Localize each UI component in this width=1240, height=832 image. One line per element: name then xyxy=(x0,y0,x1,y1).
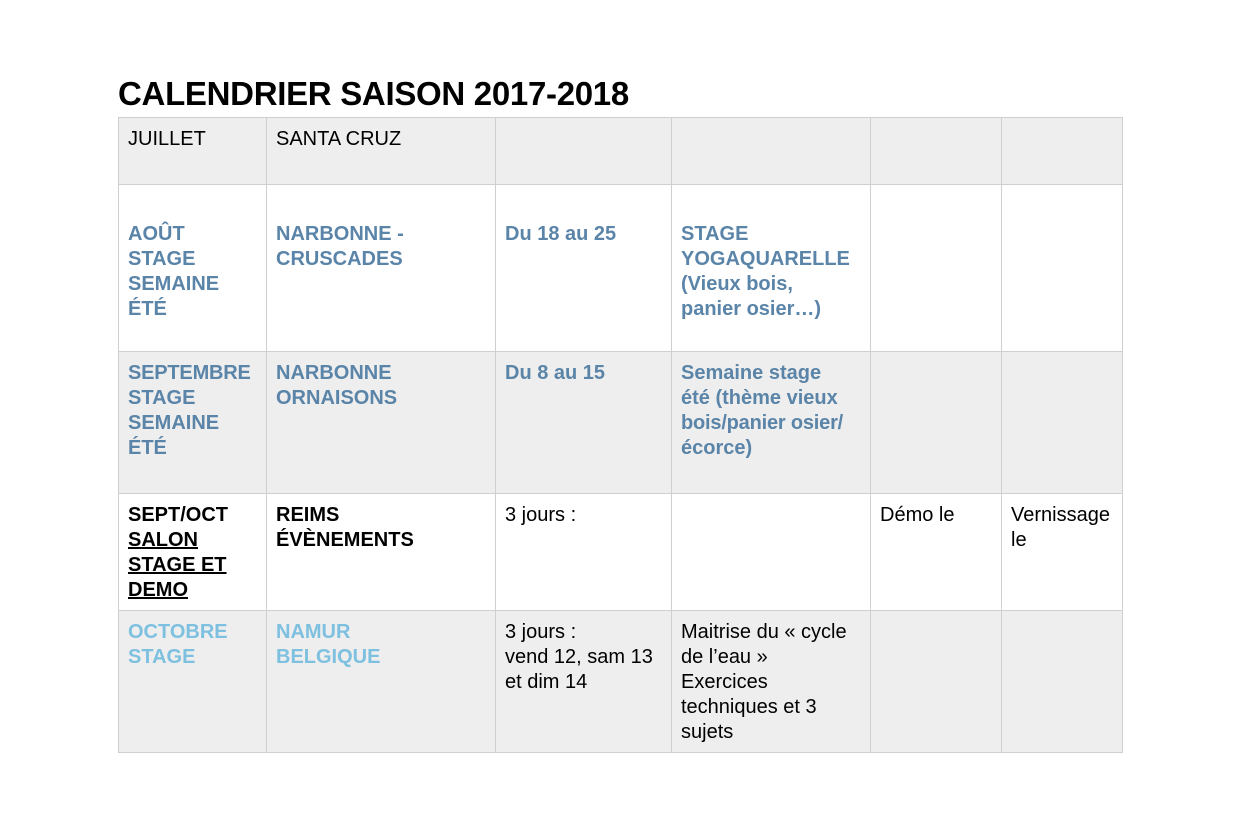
table-row xyxy=(119,494,1123,611)
month-text: AOÛT xyxy=(128,223,185,245)
dates-cell xyxy=(496,185,672,352)
dates-text: et dim 14 xyxy=(505,671,588,693)
table-row xyxy=(119,352,1123,494)
vernissage-cell xyxy=(1002,118,1123,185)
dates-cell xyxy=(496,352,672,494)
description-text: sujets xyxy=(681,721,734,743)
vernissage-text: Vernissage xyxy=(1011,504,1110,526)
month-text: STAGE xyxy=(128,646,196,668)
description-cell xyxy=(672,352,871,494)
place-text: NAMUR xyxy=(276,621,351,643)
dates-cell xyxy=(496,611,672,753)
month-cell xyxy=(119,118,267,185)
description-cell xyxy=(672,494,871,611)
demo-cell xyxy=(871,611,1002,753)
description-text: techniques et 3 xyxy=(681,696,817,718)
dates-text: vend 12, sam 13 xyxy=(505,646,653,668)
season-calendar-table xyxy=(118,117,1123,753)
place-cell xyxy=(267,611,496,753)
place-text: SANTA CRUZ xyxy=(276,128,402,150)
description-text: Semaine stage xyxy=(681,362,822,384)
description-text: été (thème vieux xyxy=(681,387,838,409)
place-text: BELGIQUE xyxy=(276,646,381,668)
description-cell xyxy=(672,611,871,753)
month-text: JUILLET xyxy=(128,128,206,150)
month-text: STAGE ET xyxy=(128,554,227,576)
vernissage-text: le xyxy=(1011,529,1027,551)
month-text: SEMAINE xyxy=(128,412,220,434)
table-row xyxy=(119,611,1123,753)
dates-cell xyxy=(496,118,672,185)
vernissage-cell xyxy=(1002,611,1123,753)
description-text: bois/panier osier/ xyxy=(681,412,844,434)
month-cell xyxy=(119,494,267,611)
month-text: SEPTEMBRE xyxy=(128,362,251,384)
demo-cell xyxy=(871,494,1002,611)
demo-cell xyxy=(871,185,1002,352)
dates-cell xyxy=(496,494,672,611)
place-cell xyxy=(267,352,496,494)
month-text: OCTOBRE xyxy=(128,621,228,643)
place-text: ÉVÈNEMENTS xyxy=(276,529,414,551)
vernissage-cell xyxy=(1002,185,1123,352)
description-cell xyxy=(672,118,871,185)
place-cell xyxy=(267,185,496,352)
demo-cell xyxy=(871,118,1002,185)
month-text: SALON xyxy=(128,529,198,551)
place-text: REIMS xyxy=(276,504,340,526)
description-text: (Vieux bois, xyxy=(681,273,793,295)
dates-text: Du 18 au 25 xyxy=(505,223,617,245)
description-cell xyxy=(672,185,871,352)
month-cell xyxy=(119,352,267,494)
description-text: Maitrise du « cycle xyxy=(681,621,847,643)
dates-text: 3 jours : xyxy=(505,621,577,643)
place-text: NARBONNE xyxy=(276,362,392,384)
description-text: STAGE xyxy=(681,223,749,245)
month-text: ÉTÉ xyxy=(128,437,167,459)
place-cell xyxy=(267,494,496,611)
month-cell xyxy=(119,611,267,753)
month-text: DEMO xyxy=(128,579,188,601)
document-title: CALENDRIER SAISON 2017-2018 xyxy=(118,75,629,112)
month-text: STAGE xyxy=(128,248,196,270)
place-text: NARBONNE - xyxy=(276,223,404,245)
demo-text: Démo le xyxy=(880,504,955,526)
place-text: ORNAISONS xyxy=(276,387,398,409)
table-row xyxy=(119,185,1123,352)
description-text: de l’eau » xyxy=(681,646,768,668)
month-cell xyxy=(119,185,267,352)
vernissage-cell xyxy=(1002,352,1123,494)
description-text: YOGAQUARELLE xyxy=(681,248,850,270)
month-text: STAGE xyxy=(128,387,196,409)
dates-text: 3 jours : xyxy=(505,504,577,526)
place-cell xyxy=(267,118,496,185)
vernissage-cell xyxy=(1002,494,1123,611)
table-row xyxy=(119,118,1123,185)
dates-text: Du 8 au 15 xyxy=(505,362,606,384)
description-text: panier osier…) xyxy=(681,298,822,320)
description-text: Exercices xyxy=(681,671,768,693)
month-text: ÉTÉ xyxy=(128,298,167,320)
month-text: SEMAINE xyxy=(128,273,220,295)
demo-cell xyxy=(871,352,1002,494)
place-text: CRUSCADES xyxy=(276,248,403,270)
description-text: écorce) xyxy=(681,437,753,459)
month-text: SEPT/OCT xyxy=(128,504,229,526)
